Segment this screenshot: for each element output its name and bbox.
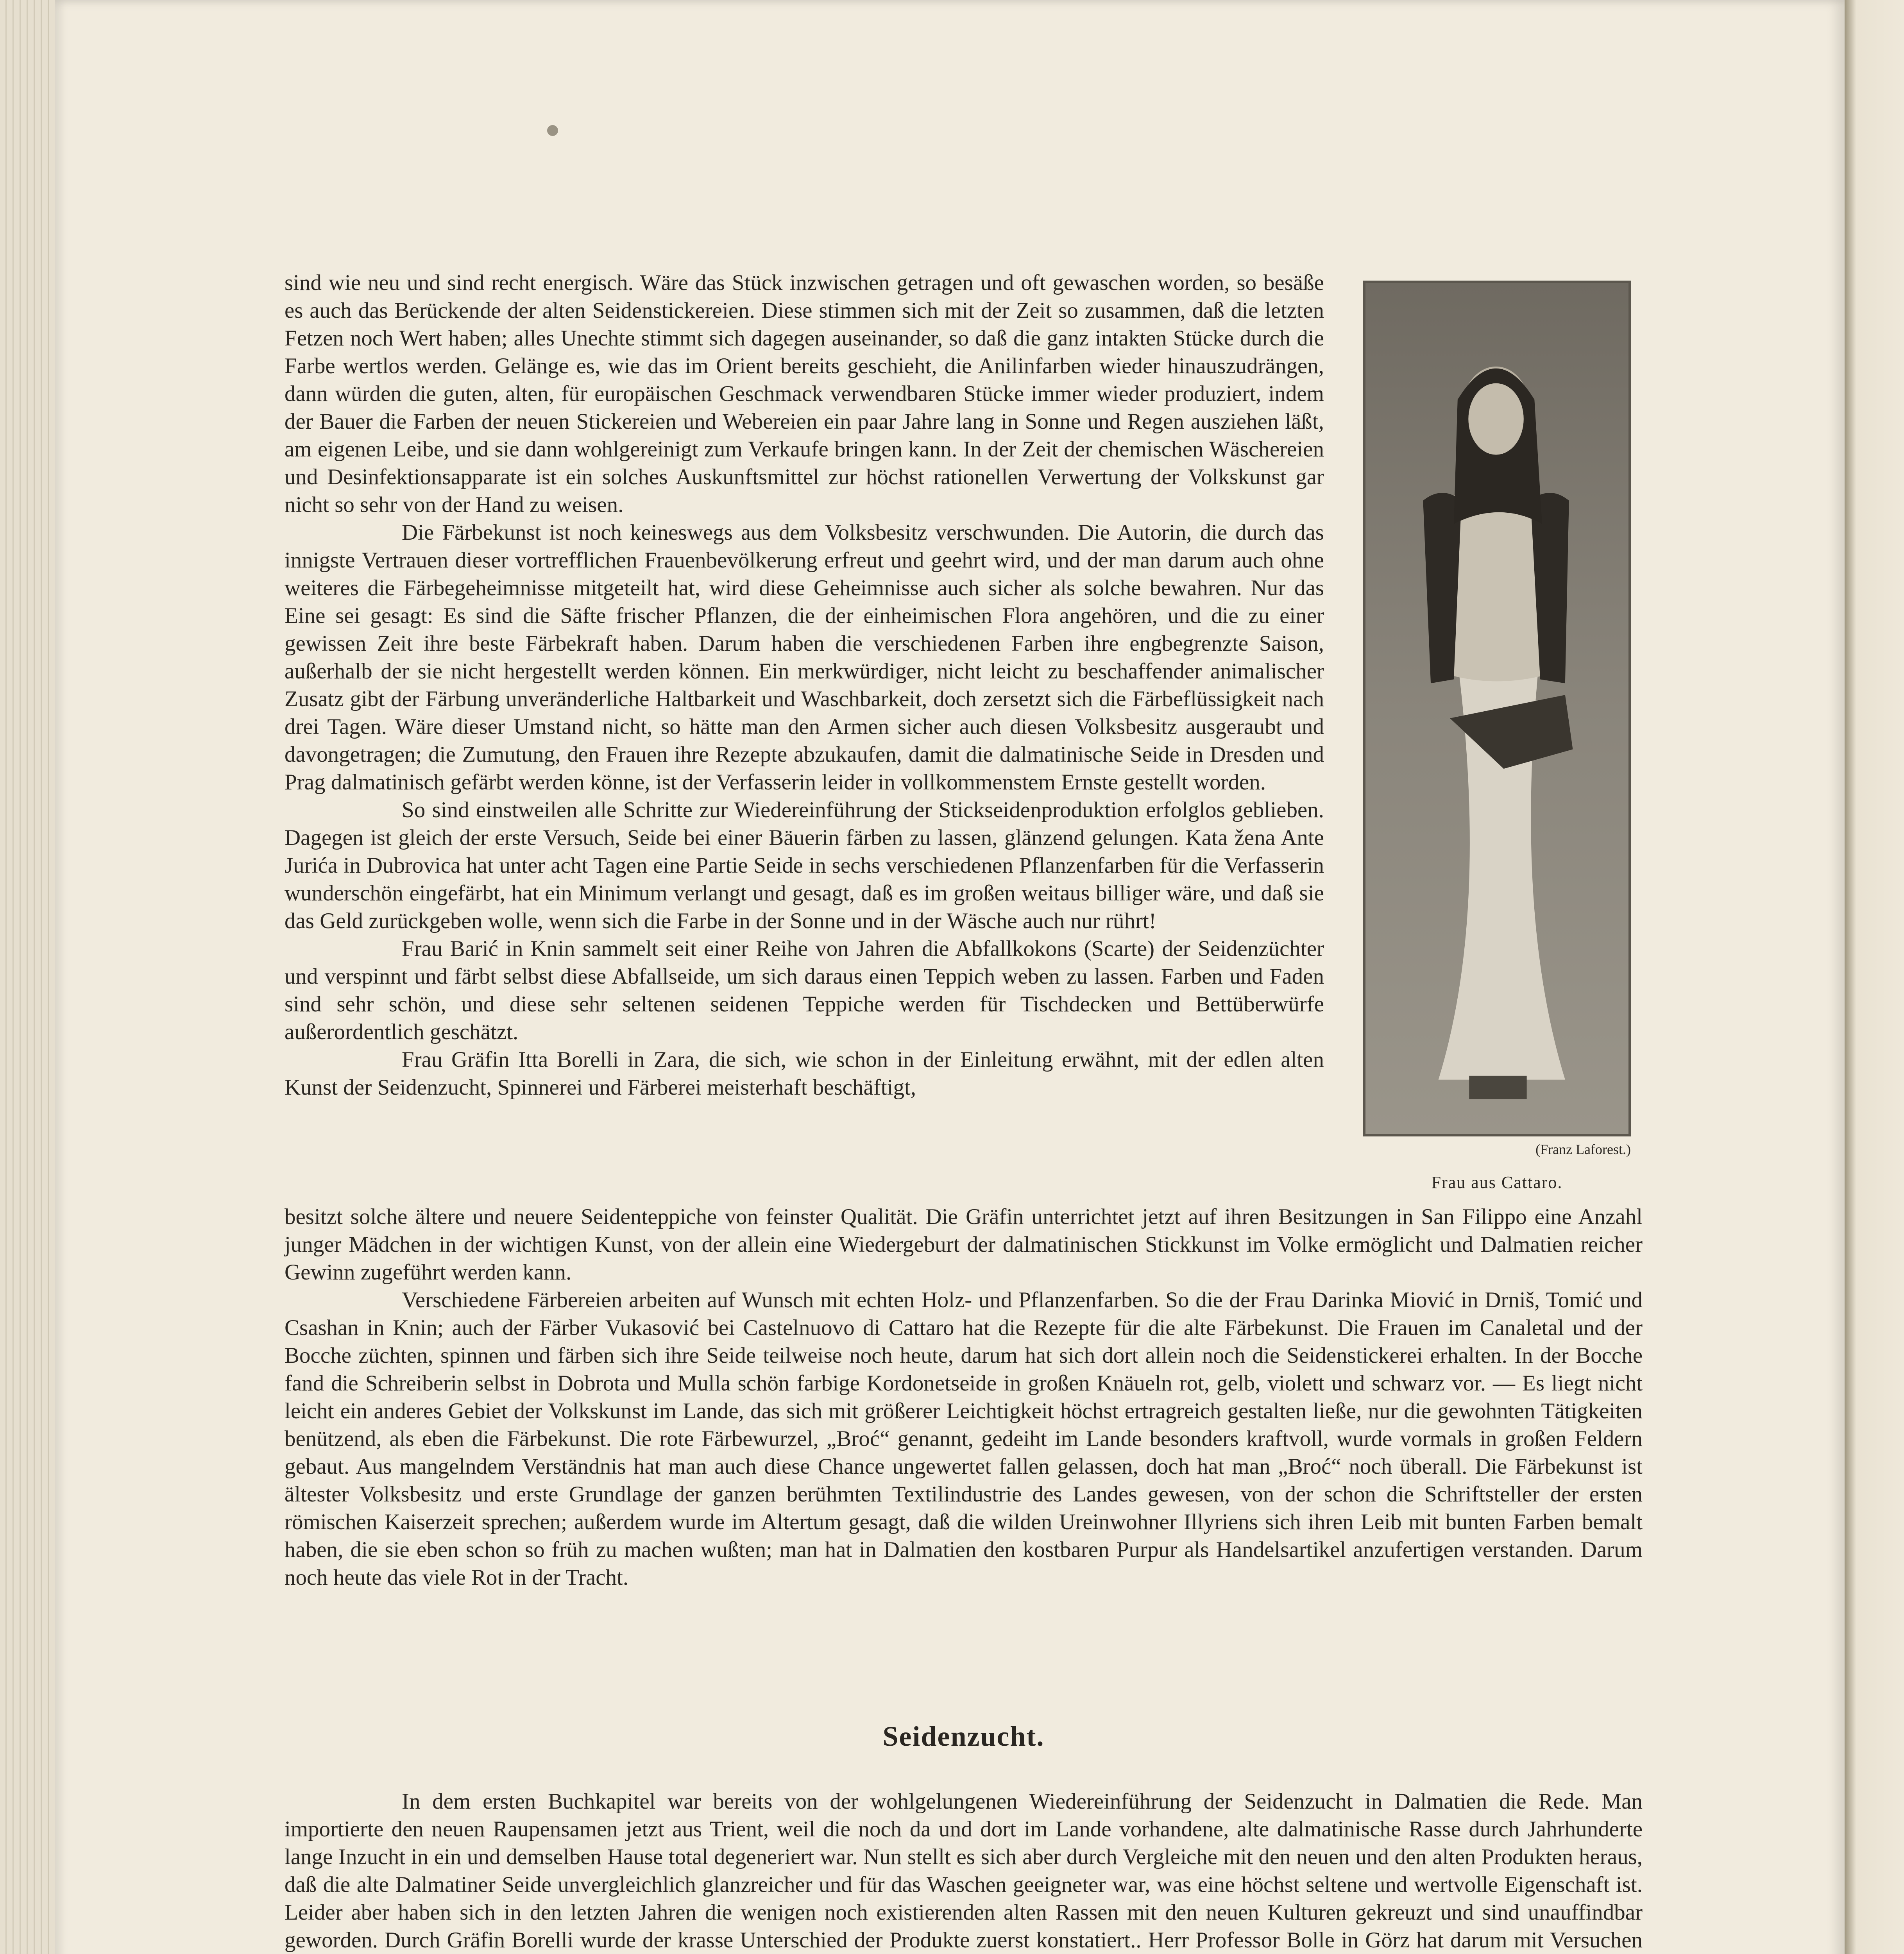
portrait-photo-woman: [1363, 281, 1631, 1136]
photo-illustration: [1365, 283, 1628, 1134]
paragraph: So sind einstweilen alle Schritte zur Wiedereinführung der Stickseidenproduktion erfolglos geblieben. Dagegen ist gleich der erste Versuch, Seide bei einer Bäuerin färben zu lassen, glänzend gelungen. Kata žena Ante Jurića in Dubrovica hat unter acht Tagen eine Partie Seide in sechs verschiedenen Pflanzenfarben für die Verfasserin wunderschön eingefärbt, hat ein Minimum verlangt und gesagt, daß es im großen weitaus billiger wäre, und daß sie das Geld zurückgeben wolle, wenn sich die Farbe in der Sonne und in der Wäsche auch nur rührt!: [285, 798, 1324, 933]
book-page-edges: [0, 0, 59, 1954]
text-column-full-width: [285, 1203, 1643, 1591]
paragraph: besitzt solche ältere und neuere Seidenteppiche von feinster Qualität. Die Gräfin unterrichtet jetzt auf ihren Besitzungen in San Filippo eine Anzahl junger Mädchen in der wichtigen Kunst, von der allein eine Wiedergeburt der dalmatinischen Stickkunst im Volke ermöglicht und Dalmatien reicher Gewinn zugeführt werden kann.: [285, 1204, 1643, 1285]
next-page-edge: [1845, 0, 1904, 1954]
section-heading: Seidenzucht.: [882, 1721, 1045, 1752]
paragraph: Die Färbekunst ist noch keineswegs aus dem Volksbesitz verschwunden. Die Autorin, die durch das innigste Vertrauen dieser vortrefflichen Frauenbevölkerung erfreut und geehrt wird, und der man darum auch ohne weiteres die Färbegeheimnisse mitgeteilt hat, wird diese Geheimnisse auch sicher als solche bewahren. Nur das Eine sei gesagt: Es sind die Säfte frischer Pflanzen, die der einheimischen Flora angehören, und die zu einer gewissen Zeit ihre beste Färbekraft haben. Darum haben die verschiedenen Farben ihre engbegrenzte Saison, außerhalb der sie nicht hergestellt werden können. Ein merkwürdiger, nicht leicht zu beschaffender animalischer Zusatz gibt der Färbung unveränderliche Haltbarkeit und Waschbarkeit, doch zersetzt sich die Färbeflüssigkeit nach drei Tagen. Wäre dieser Umstand nicht, so hätte man den Armen sicher auch diesen Volksbesitz ausgeraubt und davongetragen; die Zumutung, den Frauen ihre Rezepte abzukaufen, damit die dalmatinische Seide in Dresden und Prag dalmatinisch gefärbt werden könne, ist der Verfasserin leider in vollkommenstem Ernste gestellt worden.: [285, 520, 1324, 794]
photo-credit: (Franz Laforest.): [1535, 1142, 1631, 1157]
paragraph: In dem ersten Buchkapitel war bereits von der wohlgelungenen Wiedereinführung der Seidenzucht in Dalmatien die Rede. Man importierte den neuen Raupensamen jetzt aus Trient, weil die noch da und dort im Lande vorhandene, alte dalmatinische Rasse durch Jahrhunderte lange Inzucht in ein und demselben Hause total degeneriert war. Nun stellt es sich aber durch Vergleiche mit den neuen und den alten Produkten heraus, daß die alte Dalmatiner Seide unvergleichlich glanzreicher und für das Waschen geeigneter war, was eine höchst seltene und wertvolle Eigenschaft ist. Leider aber haben sich in den letzten Jahren die wenigen noch existierenden alten Rassen mit den neuen Kulturen gekreuzt und sind unauffindbar geworden. Durch Gräfin Borelli wurde der krasse Unterschied der Produkte zuerst konstatiert.. Herr Professor Bolle in Görz hat darum mit Versuchen: [285, 1789, 1643, 1952]
text-column-section: [285, 1788, 1643, 1954]
paragraph: Verschiedene Färbereien arbeiten auf Wunsch mit echten Holz- und Pflanzenfarben. So die der Frau Darinka Miović in Drniš, Tomić und Csashan in Knin; auch der Färber Vukasović bei Castelnuovo di Cattaro hat die Rezepte für die alte Färbekunst. Die Frauen im Canaletal und der Bocche züchten, spinnen und färben sich ihre Seide teilweise noch heute, darum hat sich dort allein noch die Seidenstickerei erhalten. In der Bocche fand die Schreiberin selbst in Dobrota und Mulla schön farbige Kordonetseide in großen Knäueln rot, gelb, violett und schwarz vor. — Es liegt nicht leicht ein anderes Gebiet der Volkskunst im Lande, das sich mit größerer Leichtigkeit höchst ertragreich gestalten ließe, nur die gewohnten Tätigkeiten benützend, als eben die Färbekunst. Die rote Färbewurzel, „Broć“ genannt, gedeiht im Lande besonders kraftvoll, wurde vormals in großen Feldern gebaut. Aus mangelndem Verständnis hat man auch diese Chance ungewertet fallen gelassen, doch hat man „Broć“ noch überall. Die Färbekunst ist ältester Volksbesitz und erste Grundlage der ganzen berühmten Textilindustrie des Landes gewesen, von der schon die Schriftsteller der ersten römischen Kaiserzeit sprechen; außerdem wurde im Altertum gesagt, daß die wilden Ureinwohner Illyriens sich ihren Leib mit bunten Farben bemalt haben, die sie eben schon so früh zu machen wußten; man hat in Dalmatien den kostbaren Purpur als Handelsartikel anzufertigen verstanden. Darum noch heute das viele Rot in der Tracht.: [285, 1288, 1643, 1590]
text-column-beside-photo: [285, 269, 1324, 1101]
paragraph: sind wie neu und sind recht energisch. Wäre das Stück inzwischen getragen und oft gewaschen worden, so besäße es auch das Berückende der alten Seidenstickereien. Diese stimmen sich mit der Zeit so zusammen, daß die letzten Fetzen noch Wert haben; alles Unechte stimmt sich dagegen auseinander, so daß die ganz intakten Stücke durch die Farbe wertlos werden. Gelänge es, wie das im Orient bereits geschieht, die Anilinfarben wieder hinauszudrängen, dann würden die guten, alten, für europäischen Geschmack verwendbaren Stücke immer wieder produziert, indem der Bauer die Farben der neuen Stickereien und Webereien ein paar Jahre lang in Sonne und Regen ausziehen läßt, am eigenen Leibe, und sie dann wohlgereinigt zum Verkaufe bringen kann. In der Zeit der chemischen Wäschereien und Desinfektionsapparate ist ein solches Auskunftsmittel zur höchst rationellen Verwertung der Volkskunst gar nicht so sehr von der Hand zu weisen.: [285, 270, 1324, 517]
paragraph: Frau Barić in Knin sammelt seit einer Reihe von Jahren die Abfallkokons (Scarte) der Seidenzüchter und verspinnt und färbt selbst diese Abfallseide, um sich daraus einen Teppich weben zu lassen. Farben und Faden sind sehr schön, und diese sehr seltenen seidenen Teppiche werden für Tischdecken und Bettüberwürfe außerordentlich geschätzt.: [285, 936, 1324, 1044]
paragraph: Frau Gräfin Itta Borelli in Zara, die sich, wie schon in der Einleitung erwähnt, mit der edlen alten Kunst der Seidenzucht, Spinnerei und Färberei meisterhaft beschäftigt,: [285, 1047, 1324, 1100]
paper-spot: [547, 125, 558, 136]
photo-caption: Frau aus Cattaro.: [1431, 1173, 1563, 1192]
